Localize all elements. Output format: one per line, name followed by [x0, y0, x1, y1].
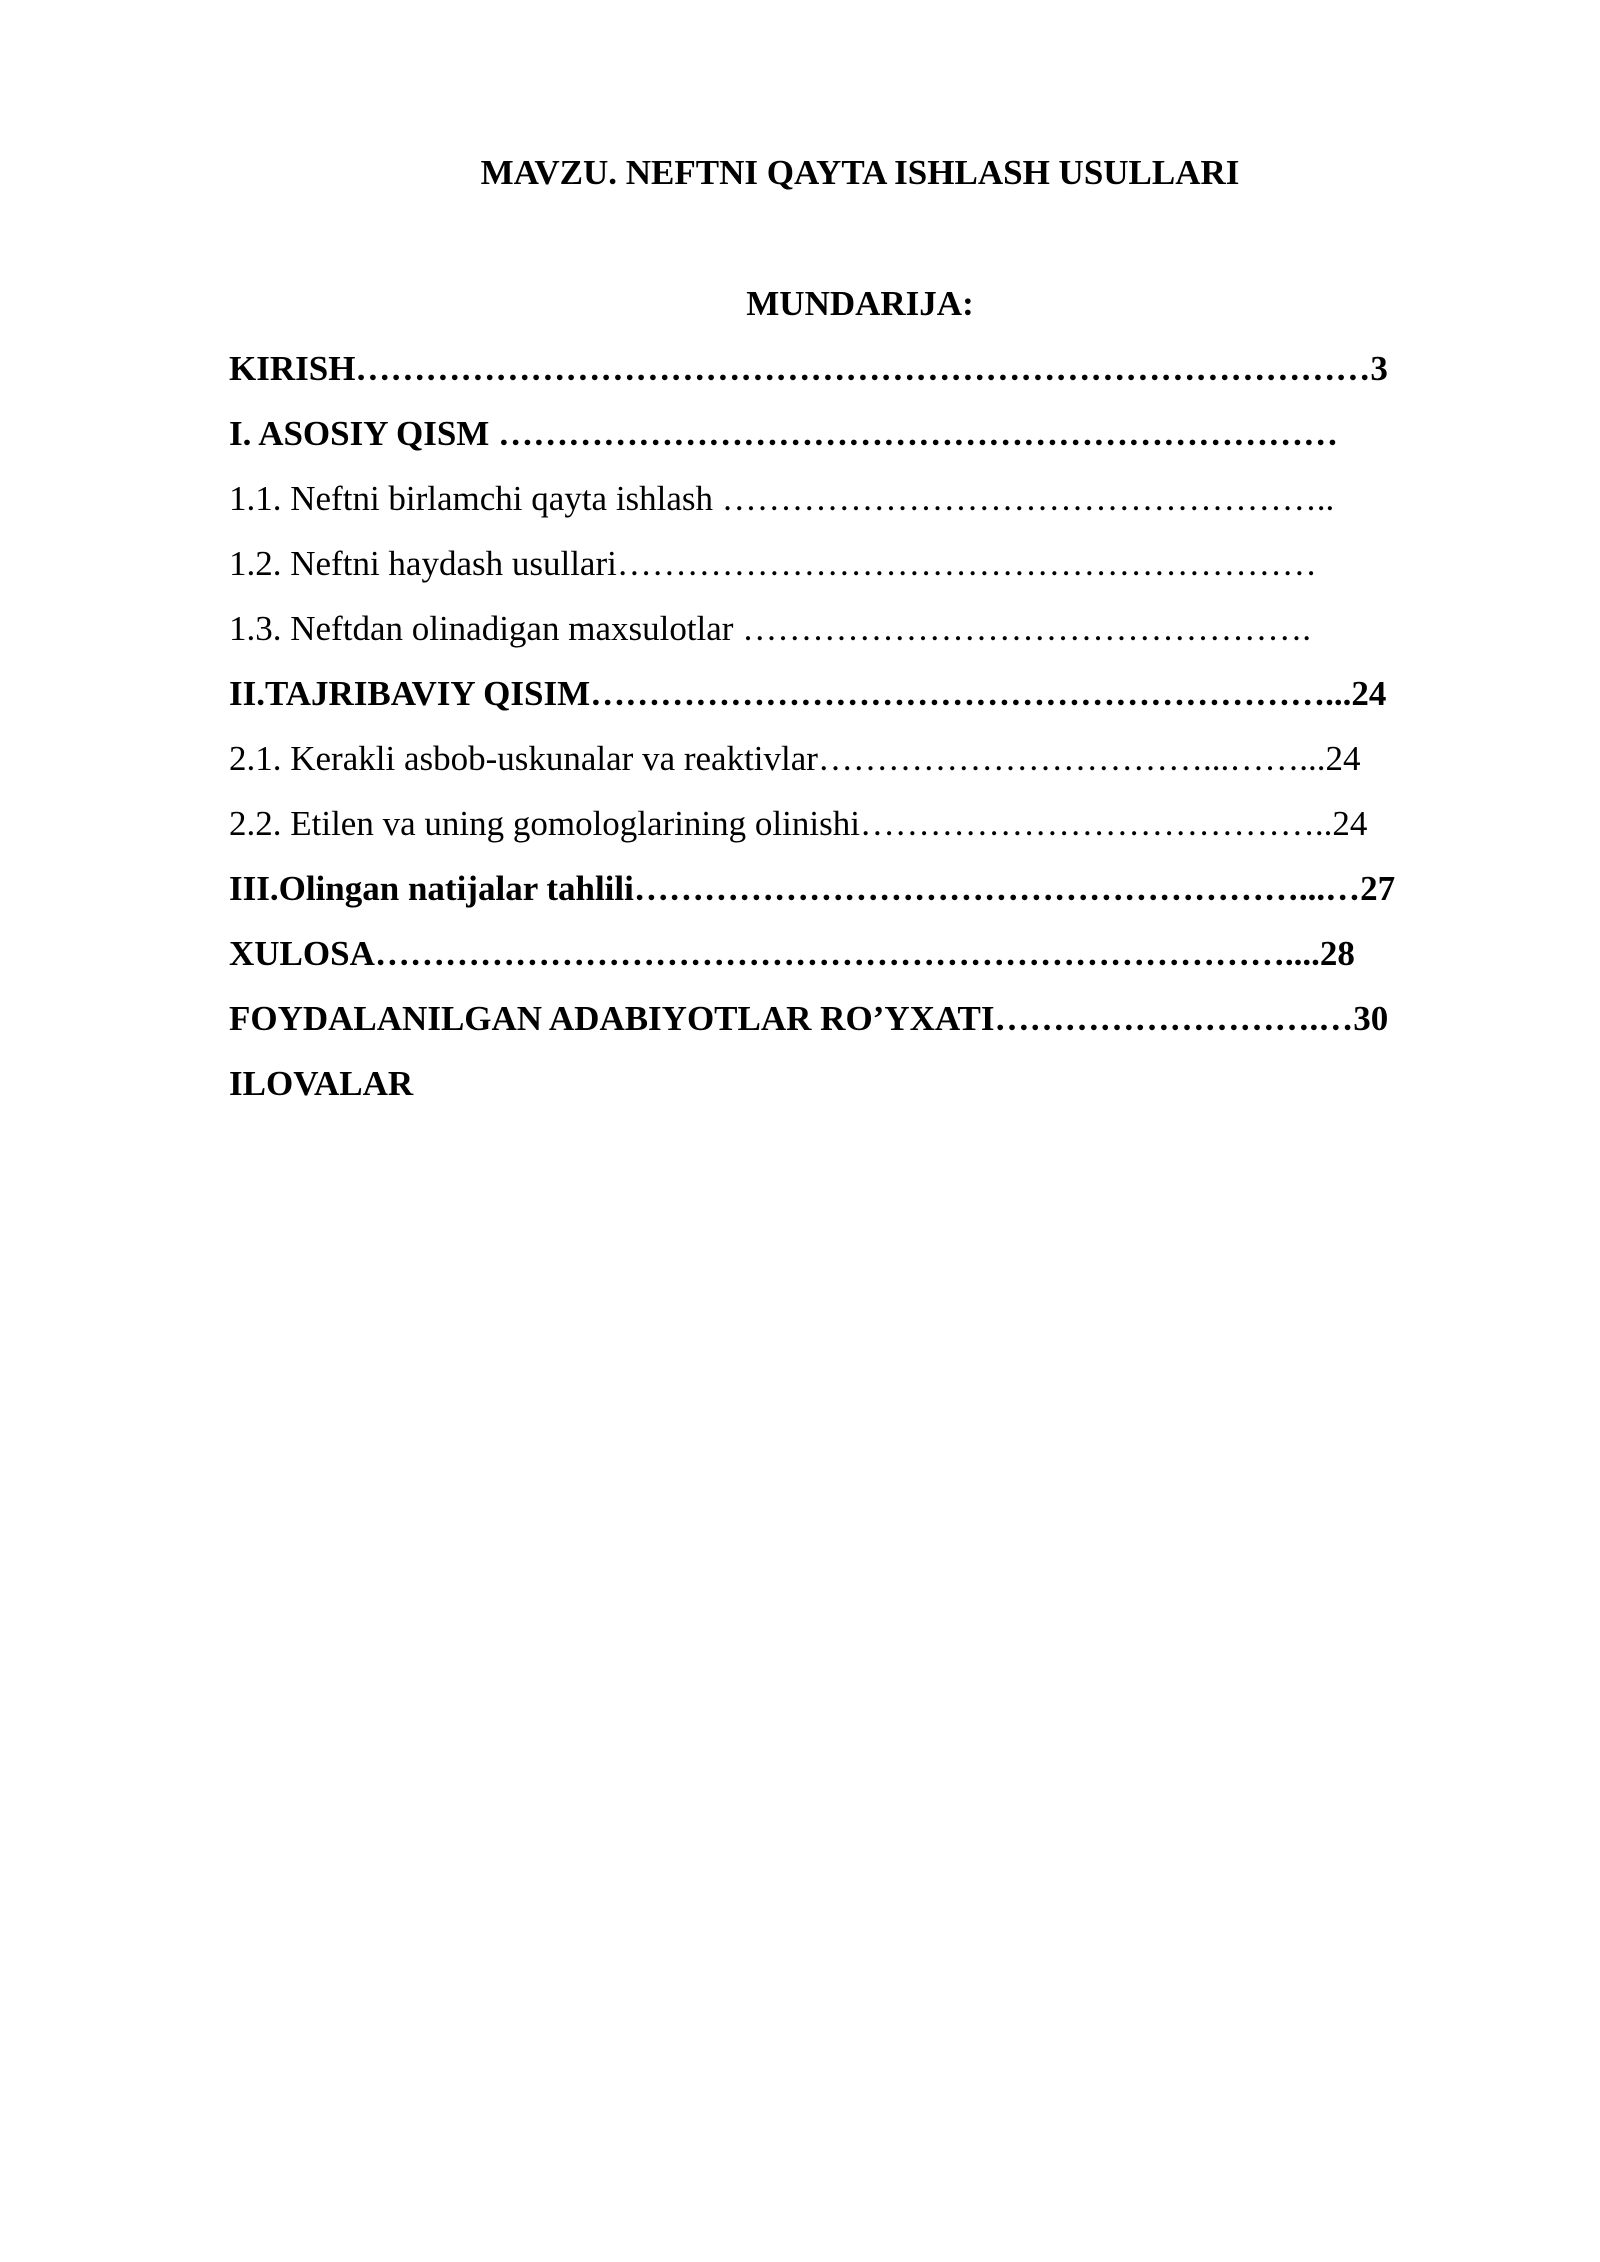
toc-entry-main-part: I. ASOSIY QISM ……………………………………………………………… — [229, 414, 1339, 453]
toc-entry-1-1: 1.1. Neftni birlamchi qayta ishlash …………………………………………….. — [229, 479, 1335, 518]
document-title: MAVZU. NEFTNI QAYTA ISHLASH USULLARI — [480, 153, 1240, 192]
table-of-contents — [229, 344, 1529, 1124]
toc-entry-appendices: ILOVALAR — [229, 1064, 414, 1103]
toc-entry-2-2: 2.2. Etilen va uning gomologlarining olinishi…………………………………..24 — [229, 804, 1368, 843]
toc-entry-1-3: 1.3. Neftdan olinadigan maxsulotlar …………………………………………. — [229, 609, 1311, 648]
toc-entry-introduction: KIRISH……………………………………………………………………………3 — [229, 349, 1388, 388]
toc-entry-2-1: 2.1. Kerakli asbob-uskunalar va reaktivlar……………………………...……...24 — [229, 739, 1361, 778]
toc-entry-experimental-part: II.TAJRIBAVIY QISIM………………………………………………………...24 — [229, 674, 1387, 713]
toc-entry-conclusion: XULOSA……………………………………………………………………....28 — [229, 934, 1355, 973]
toc-entry-references: FOYDALANILGAN ADABIYOTLAR RO’YXATI……………………….…30 — [229, 999, 1389, 1038]
toc-entry-1-2: 1.2. Neftni haydash usullari…………………………………………………… — [229, 544, 1317, 583]
toc-entry-results-analysis: III.Olingan natijalar tahlili…………………………………………………...…27 — [229, 869, 1396, 908]
toc-heading: MUNDARIJA: — [746, 284, 974, 323]
